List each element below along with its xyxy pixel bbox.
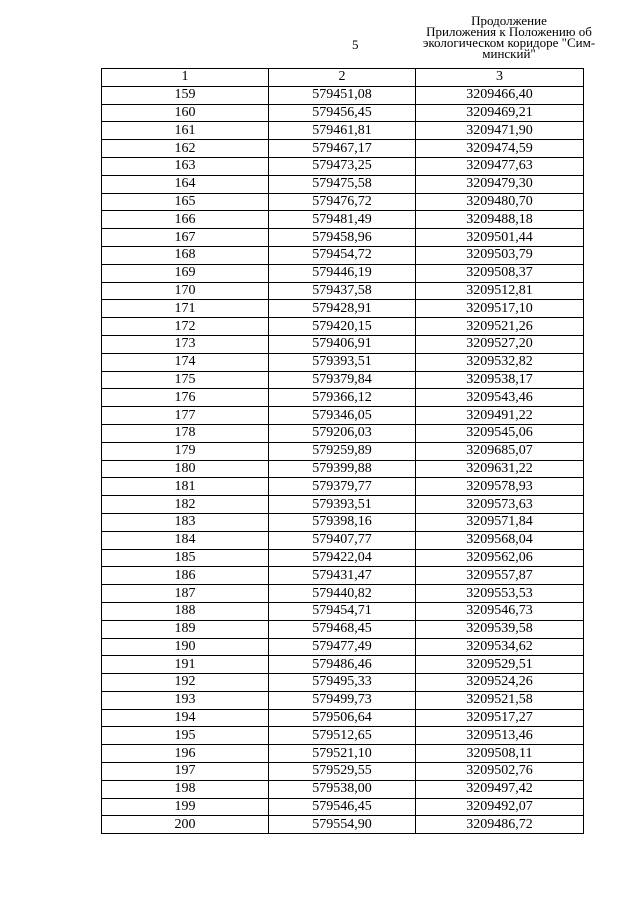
point-number-cell: 189 bbox=[102, 620, 269, 638]
y-coordinate-cell: 3209469,21 bbox=[416, 104, 584, 122]
point-number-cell: 174 bbox=[102, 353, 269, 371]
y-coordinate-cell: 3209568,04 bbox=[416, 531, 584, 549]
table-row bbox=[102, 513, 584, 531]
table-row bbox=[102, 389, 584, 407]
header-note-line: Продолжение bbox=[471, 13, 547, 28]
x-coordinate-cell: 579529,55 bbox=[269, 763, 416, 781]
x-coordinate-cell: 579475,58 bbox=[269, 175, 416, 193]
table-row bbox=[102, 460, 584, 478]
x-coordinate-cell: 579366,12 bbox=[269, 389, 416, 407]
y-coordinate-cell: 3209557,87 bbox=[416, 567, 584, 585]
y-coordinate-cell: 3209517,27 bbox=[416, 709, 584, 727]
y-coordinate-cell: 3209512,81 bbox=[416, 282, 584, 300]
x-coordinate-cell: 579495,33 bbox=[269, 674, 416, 692]
y-coordinate-cell: 3209521,26 bbox=[416, 318, 584, 336]
y-coordinate-cell: 3209578,93 bbox=[416, 478, 584, 496]
point-number-cell: 172 bbox=[102, 318, 269, 336]
table-row bbox=[102, 656, 584, 674]
point-number-cell: 184 bbox=[102, 531, 269, 549]
y-coordinate-cell: 3209546,73 bbox=[416, 602, 584, 620]
x-coordinate-cell: 579456,45 bbox=[269, 104, 416, 122]
x-coordinate-cell: 579393,51 bbox=[269, 353, 416, 371]
y-coordinate-cell: 3209524,26 bbox=[416, 674, 584, 692]
x-coordinate-cell: 579379,77 bbox=[269, 478, 416, 496]
point-number-cell: 170 bbox=[102, 282, 269, 300]
table-row bbox=[102, 442, 584, 460]
x-coordinate-cell: 579454,72 bbox=[269, 246, 416, 264]
y-coordinate-cell: 3209471,90 bbox=[416, 122, 584, 140]
table-row bbox=[102, 246, 584, 264]
point-number-cell: 160 bbox=[102, 104, 269, 122]
x-coordinate-cell: 579428,91 bbox=[269, 300, 416, 318]
table-row bbox=[102, 318, 584, 336]
x-coordinate-cell: 579467,17 bbox=[269, 140, 416, 158]
y-coordinate-cell: 3209534,62 bbox=[416, 638, 584, 656]
y-coordinate-cell: 3209480,70 bbox=[416, 193, 584, 211]
table-row bbox=[102, 567, 584, 585]
appendix-continuation-note bbox=[420, 15, 598, 59]
table-row bbox=[102, 193, 584, 211]
y-coordinate-cell: 3209466,40 bbox=[416, 86, 584, 104]
y-coordinate-cell: 3209521,58 bbox=[416, 691, 584, 709]
point-number-cell: 168 bbox=[102, 246, 269, 264]
table-body bbox=[102, 86, 584, 833]
point-number-cell: 181 bbox=[102, 478, 269, 496]
y-coordinate-cell: 3209488,18 bbox=[416, 211, 584, 229]
x-coordinate-cell: 579546,45 bbox=[269, 798, 416, 816]
y-coordinate-cell: 3209527,20 bbox=[416, 335, 584, 353]
x-coordinate-cell: 579399,88 bbox=[269, 460, 416, 478]
x-coordinate-cell: 579437,58 bbox=[269, 282, 416, 300]
x-coordinate-cell: 579481,49 bbox=[269, 211, 416, 229]
x-coordinate-cell: 579451,08 bbox=[269, 86, 416, 104]
header-note-line: Приложения к Положению об bbox=[426, 24, 592, 39]
point-number-cell: 198 bbox=[102, 780, 269, 798]
point-number-cell: 192 bbox=[102, 674, 269, 692]
table-row bbox=[102, 816, 584, 834]
point-number-cell: 159 bbox=[102, 86, 269, 104]
table-row bbox=[102, 478, 584, 496]
y-coordinate-cell: 3209502,76 bbox=[416, 763, 584, 781]
point-number-cell: 161 bbox=[102, 122, 269, 140]
x-coordinate-cell: 579468,45 bbox=[269, 620, 416, 638]
x-coordinate-cell: 579476,72 bbox=[269, 193, 416, 211]
x-coordinate-cell: 579554,90 bbox=[269, 816, 416, 834]
table-row bbox=[102, 620, 584, 638]
point-number-cell: 188 bbox=[102, 602, 269, 620]
y-coordinate-cell: 3209501,44 bbox=[416, 229, 584, 247]
table-row bbox=[102, 229, 584, 247]
point-number-cell: 195 bbox=[102, 727, 269, 745]
table-row bbox=[102, 549, 584, 567]
column-header: 1 bbox=[102, 69, 269, 87]
x-coordinate-cell: 579521,10 bbox=[269, 745, 416, 763]
y-coordinate-cell: 3209538,17 bbox=[416, 371, 584, 389]
page-number: 5 bbox=[352, 37, 359, 52]
table-row bbox=[102, 86, 584, 104]
y-coordinate-cell: 3209539,58 bbox=[416, 620, 584, 638]
y-coordinate-cell: 3209553,53 bbox=[416, 585, 584, 603]
point-number-cell: 171 bbox=[102, 300, 269, 318]
table-row bbox=[102, 780, 584, 798]
y-coordinate-cell: 3209508,11 bbox=[416, 745, 584, 763]
table-row bbox=[102, 674, 584, 692]
x-coordinate-cell: 579440,82 bbox=[269, 585, 416, 603]
table-row bbox=[102, 335, 584, 353]
point-number-cell: 164 bbox=[102, 175, 269, 193]
y-coordinate-cell: 3209529,51 bbox=[416, 656, 584, 674]
point-number-cell: 191 bbox=[102, 656, 269, 674]
x-coordinate-cell: 579398,16 bbox=[269, 513, 416, 531]
table-row bbox=[102, 798, 584, 816]
x-coordinate-cell: 579431,47 bbox=[269, 567, 416, 585]
y-coordinate-cell: 3209562,06 bbox=[416, 549, 584, 567]
y-coordinate-cell: 3209491,22 bbox=[416, 407, 584, 425]
coordinates-table bbox=[101, 68, 584, 834]
header-note-line: экологическом коридоре "Сим- bbox=[422, 35, 596, 50]
y-coordinate-cell: 3209571,84 bbox=[416, 513, 584, 531]
y-coordinate-cell: 3209513,46 bbox=[416, 727, 584, 745]
table-header-row bbox=[102, 69, 584, 87]
table-row bbox=[102, 745, 584, 763]
y-coordinate-cell: 3209477,63 bbox=[416, 157, 584, 175]
x-coordinate-cell: 579446,19 bbox=[269, 264, 416, 282]
table-row bbox=[102, 602, 584, 620]
point-number-cell: 173 bbox=[102, 335, 269, 353]
x-coordinate-cell: 579499,73 bbox=[269, 691, 416, 709]
point-number-cell: 167 bbox=[102, 229, 269, 247]
x-coordinate-cell: 579506,64 bbox=[269, 709, 416, 727]
x-coordinate-cell: 579407,77 bbox=[269, 531, 416, 549]
table-row bbox=[102, 353, 584, 371]
table-row bbox=[102, 585, 584, 603]
x-coordinate-cell: 579406,91 bbox=[269, 335, 416, 353]
x-coordinate-cell: 579454,71 bbox=[269, 602, 416, 620]
y-coordinate-cell: 3209492,07 bbox=[416, 798, 584, 816]
x-coordinate-cell: 579486,46 bbox=[269, 656, 416, 674]
point-number-cell: 186 bbox=[102, 567, 269, 585]
point-number-cell: 180 bbox=[102, 460, 269, 478]
point-number-cell: 175 bbox=[102, 371, 269, 389]
x-coordinate-cell: 579379,84 bbox=[269, 371, 416, 389]
y-coordinate-cell: 3209508,37 bbox=[416, 264, 584, 282]
point-number-cell: 169 bbox=[102, 264, 269, 282]
x-coordinate-cell: 579538,00 bbox=[269, 780, 416, 798]
point-number-cell: 194 bbox=[102, 709, 269, 727]
y-coordinate-cell: 3209573,63 bbox=[416, 496, 584, 514]
y-coordinate-cell: 3209517,10 bbox=[416, 300, 584, 318]
x-coordinate-cell: 579422,04 bbox=[269, 549, 416, 567]
header-note-line: минский" bbox=[482, 46, 536, 61]
y-coordinate-cell: 3209479,30 bbox=[416, 175, 584, 193]
table-row bbox=[102, 371, 584, 389]
point-number-cell: 185 bbox=[102, 549, 269, 567]
table-row bbox=[102, 157, 584, 175]
y-coordinate-cell: 3209685,07 bbox=[416, 442, 584, 460]
table-row bbox=[102, 122, 584, 140]
x-coordinate-cell: 579393,51 bbox=[269, 496, 416, 514]
x-coordinate-cell: 579420,15 bbox=[269, 318, 416, 336]
x-coordinate-cell: 579259,89 bbox=[269, 442, 416, 460]
table-row bbox=[102, 709, 584, 727]
y-coordinate-cell: 3209503,79 bbox=[416, 246, 584, 264]
x-coordinate-cell: 579473,25 bbox=[269, 157, 416, 175]
point-number-cell: 199 bbox=[102, 798, 269, 816]
point-number-cell: 200 bbox=[102, 816, 269, 834]
point-number-cell: 196 bbox=[102, 745, 269, 763]
point-number-cell: 183 bbox=[102, 513, 269, 531]
x-coordinate-cell: 579458,96 bbox=[269, 229, 416, 247]
point-number-cell: 197 bbox=[102, 763, 269, 781]
x-coordinate-cell: 579477,49 bbox=[269, 638, 416, 656]
point-number-cell: 176 bbox=[102, 389, 269, 407]
point-number-cell: 162 bbox=[102, 140, 269, 158]
table-row bbox=[102, 691, 584, 709]
y-coordinate-cell: 3209631,22 bbox=[416, 460, 584, 478]
y-coordinate-cell: 3209545,06 bbox=[416, 424, 584, 442]
column-header: 3 bbox=[416, 69, 584, 87]
point-number-cell: 187 bbox=[102, 585, 269, 603]
column-header: 2 bbox=[269, 69, 416, 87]
point-number-cell: 177 bbox=[102, 407, 269, 425]
y-coordinate-cell: 3209474,59 bbox=[416, 140, 584, 158]
x-coordinate-cell: 579512,65 bbox=[269, 727, 416, 745]
table-row bbox=[102, 727, 584, 745]
point-number-cell: 193 bbox=[102, 691, 269, 709]
table-row bbox=[102, 282, 584, 300]
table-row bbox=[102, 424, 584, 442]
point-number-cell: 178 bbox=[102, 424, 269, 442]
table-row bbox=[102, 140, 584, 158]
table-row bbox=[102, 407, 584, 425]
table-row bbox=[102, 175, 584, 193]
table-row bbox=[102, 496, 584, 514]
table-row bbox=[102, 763, 584, 781]
table-row bbox=[102, 211, 584, 229]
x-coordinate-cell: 579206,03 bbox=[269, 424, 416, 442]
y-coordinate-cell: 3209532,82 bbox=[416, 353, 584, 371]
y-coordinate-cell: 3209543,46 bbox=[416, 389, 584, 407]
table-row bbox=[102, 531, 584, 549]
y-coordinate-cell: 3209497,42 bbox=[416, 780, 584, 798]
table-row bbox=[102, 264, 584, 282]
point-number-cell: 190 bbox=[102, 638, 269, 656]
point-number-cell: 165 bbox=[102, 193, 269, 211]
table-row bbox=[102, 104, 584, 122]
point-number-cell: 166 bbox=[102, 211, 269, 229]
point-number-cell: 179 bbox=[102, 442, 269, 460]
x-coordinate-cell: 579346,05 bbox=[269, 407, 416, 425]
table-row bbox=[102, 638, 584, 656]
table-row bbox=[102, 300, 584, 318]
x-coordinate-cell: 579461,81 bbox=[269, 122, 416, 140]
point-number-cell: 163 bbox=[102, 157, 269, 175]
y-coordinate-cell: 3209486,72 bbox=[416, 816, 584, 834]
point-number-cell: 182 bbox=[102, 496, 269, 514]
